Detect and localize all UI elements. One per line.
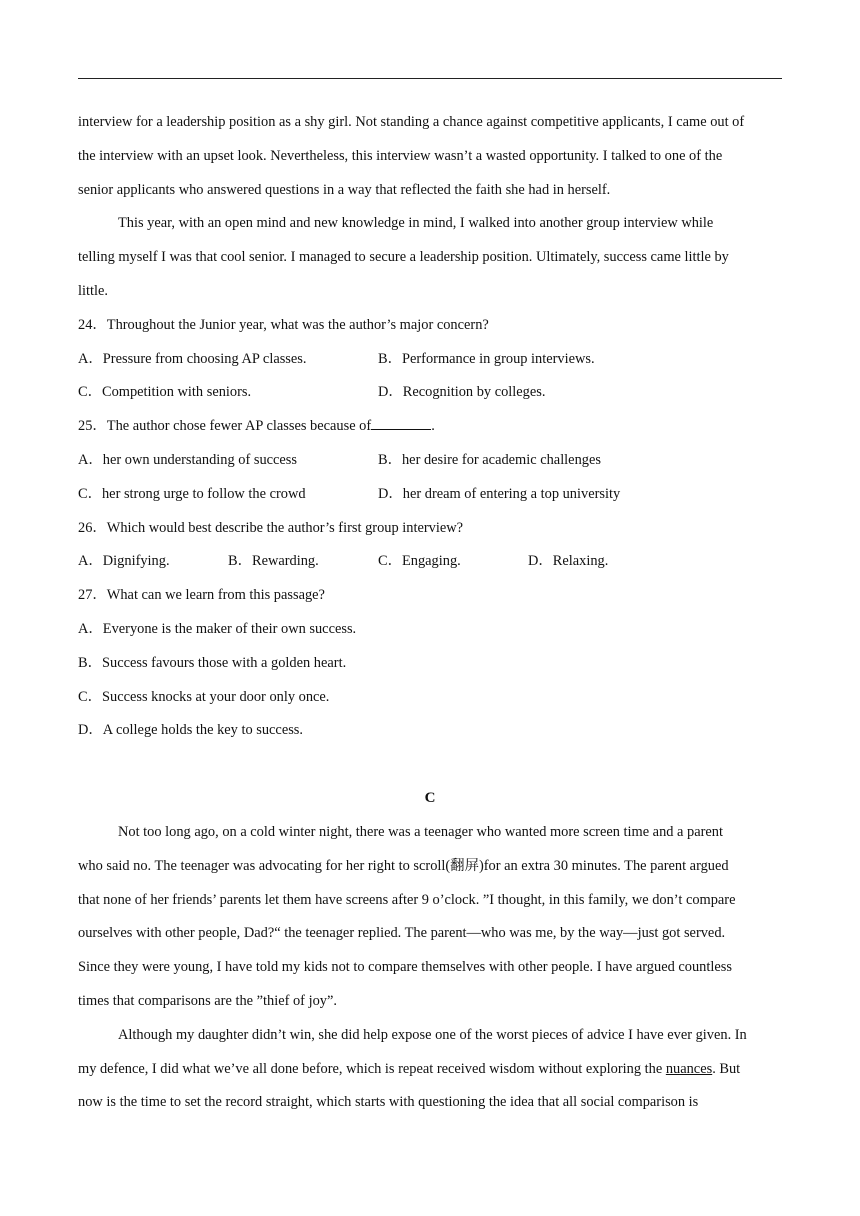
- option-b[interactable]: B．Success favours those with a golden heart.: [78, 654, 347, 671]
- text-line: Not too long ago, on a cold winter night, there was a teenager who wanted more screen time and a parent: [118, 823, 723, 840]
- text-line: Since they were young, I have told my kids not to compare themselves with other people. I have argued countless: [78, 959, 732, 976]
- passage-c: [78, 782, 782, 1120]
- option-c[interactable]: C．Competition with seniors.: [78, 384, 252, 401]
- question-stem-text: 25．The author chose fewer AP classes because of: [78, 418, 372, 435]
- option-b[interactable]: B．Performance in group interviews.: [378, 350, 595, 367]
- passage-b-tail: [78, 106, 782, 309]
- document-page: [78, 106, 782, 1120]
- option-d[interactable]: D．Relaxing.: [528, 553, 609, 570]
- text-segment: . But: [712, 1060, 741, 1077]
- question-25: [78, 410, 782, 511]
- option-c[interactable]: C．Success knocks at your door only once.: [78, 688, 330, 705]
- text-line: who said no. The teenager was advocating for her right to scroll(翻屏)for an extra 30 minutes. The parent argued: [78, 857, 729, 874]
- option-a[interactable]: A．Everyone is the maker of their own success.: [78, 620, 357, 637]
- text-line: now is the time to set the record straight, which starts with questioning the idea that all social comparison is: [78, 1094, 699, 1111]
- section-gap: [78, 748, 782, 782]
- question-stem: [78, 410, 782, 444]
- text-line: telling myself I was that cool senior. I managed to secure a leadership position. Ultimately, success came little by: [78, 249, 729, 266]
- option-c[interactable]: C．Engaging.: [378, 553, 461, 570]
- question-24: [78, 309, 782, 410]
- text-line: Although my daughter didn’t win, she did help expose one of the worst pieces of advice I have ever given. In: [118, 1026, 747, 1043]
- option-d[interactable]: D．Recognition by colleges.: [378, 384, 546, 401]
- answer-blank: [371, 413, 431, 430]
- text-line: little.: [78, 282, 108, 299]
- option-d[interactable]: D．her dream of entering a top university: [378, 485, 621, 502]
- text-line: interview for a leadership position as a shy girl. Not standing a chance against competitive applicants, I came out of: [78, 114, 745, 130]
- question-stem: 27．What can we learn from this passage?: [78, 587, 325, 604]
- text-line: This year, with an open mind and new knowledge in mind, I walked into another group interview while: [118, 215, 714, 232]
- question-26: [78, 512, 782, 580]
- option-row: [78, 478, 782, 512]
- option-row: [78, 444, 782, 478]
- text-line: that none of her friends’ parents let them have screens after 9 o’clock. ”I thought, in this family, we don’t compare: [78, 891, 736, 908]
- option-c[interactable]: C．her strong urge to follow the crowd: [78, 485, 306, 502]
- text-line: [78, 1053, 782, 1087]
- option-b[interactable]: B．Rewarding.: [228, 553, 319, 570]
- question-stem: 26．Which would best describe the author’s first group interview?: [78, 519, 463, 536]
- text-line: senior applicants who answered questions in a way that reflected the faith she had in herself.: [78, 181, 611, 198]
- question-stem: 24．Throughout the Junior year, what was the author’s major concern?: [78, 316, 489, 333]
- option-a[interactable]: A．Pressure from choosing AP classes.: [78, 350, 307, 367]
- option-row: [78, 376, 782, 410]
- question-27: [78, 579, 782, 748]
- option-a[interactable]: A．her own understanding of success: [78, 451, 298, 468]
- option-a[interactable]: A．Dignifying.: [78, 553, 170, 570]
- underlined-word: nuances: [665, 1060, 713, 1077]
- text-line: ourselves with other people, Dad?“ the teenager replied. The parent—who was me, by the way—just got served.: [78, 925, 726, 942]
- option-row: [78, 545, 782, 579]
- option-b[interactable]: B．her desire for academic challenges: [378, 451, 601, 468]
- header-rule: [78, 78, 782, 79]
- text-line: the interview with an upset look. Nevertheless, this interview wasn’t a wasted opportunity. I talked to one of the: [78, 147, 723, 164]
- text-line: times that comparisons are the ”thief of joy”.: [78, 992, 337, 1009]
- section-heading: C: [424, 790, 436, 807]
- option-row: [78, 343, 782, 377]
- option-d[interactable]: D．A college holds the key to success.: [78, 722, 304, 739]
- text-segment: my defence, I did what we’ve all done before, which is repeat received wisdom without exploring the: [78, 1060, 666, 1077]
- question-stem-end: .: [431, 418, 435, 435]
